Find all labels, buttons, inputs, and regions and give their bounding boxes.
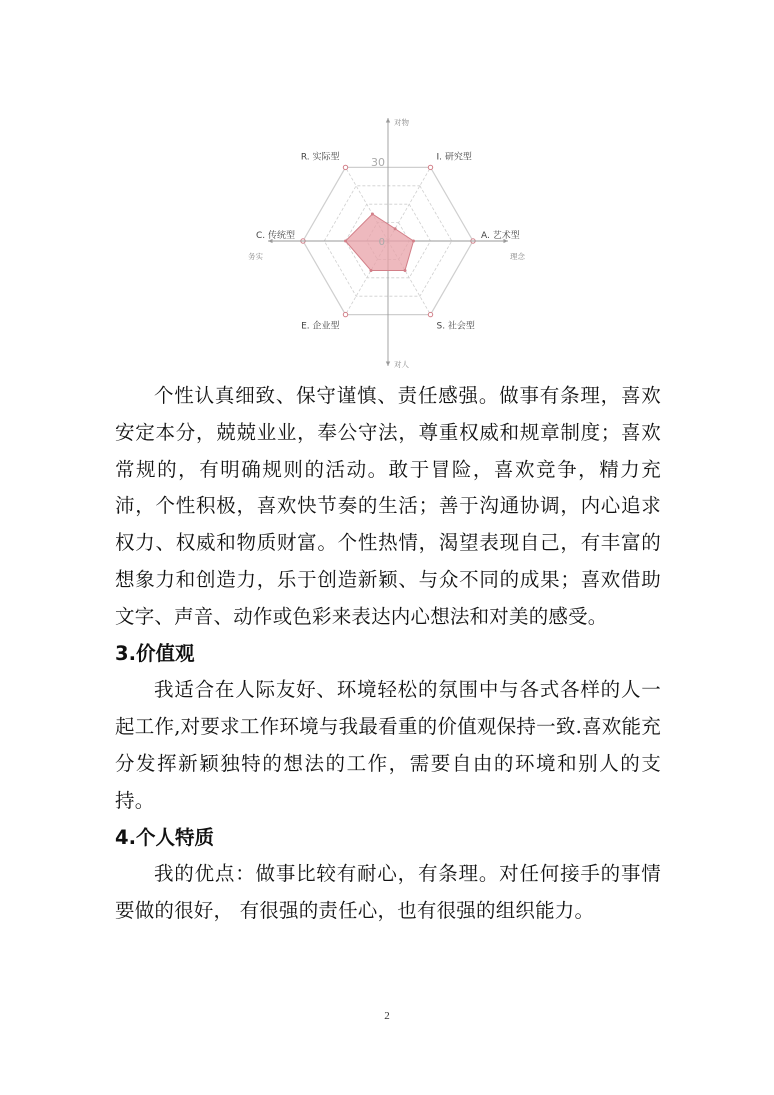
arrow-head-icon xyxy=(386,118,390,123)
values-paragraph: 我适合在人际友好、环境轻松的氛围中与各式各样的人一起工作,对要求工作环境与我最看重的价值观保持一致.喜欢能充分发挥新颖独特的想法的工作，需要自由的环境和别人的支持。 xyxy=(115,678,661,812)
personality-paragraph: 个性认真细致、保守谨慎、责任感强。做事有条理，喜欢安定本分，兢兢业业，奉公守法，尊重权威和规章制度；喜欢常规的，有明确规则的活动。敢于冒险，喜欢竞争，精力充沛，个性积极，喜欢快节奏的生活；善于沟通协调，内心追求权力、权威和物质财富。个性热情，渴望表现自己，有丰富的想象力和创造力，乐于创造新颖、与众不同的成果；喜欢借助文字、声音、动作或色彩来表达内心想法和对美的感受。 xyxy=(115,384,661,628)
data-point xyxy=(370,269,373,272)
vertex-marker xyxy=(343,312,347,316)
section-heading-values: 3.价值观 xyxy=(115,641,195,665)
arrow-head-icon xyxy=(386,361,390,366)
tick-label-max: 30 xyxy=(371,156,385,169)
radar-chart xyxy=(228,108,548,373)
document-body xyxy=(115,378,661,930)
page-number: 2 xyxy=(384,1010,390,1022)
axis-label: C. 传统型 xyxy=(255,231,295,241)
section-heading-traits: 4.个人特质 xyxy=(115,825,214,849)
direction-label-left: 务实 xyxy=(248,252,263,261)
direction-label-right: 理念 xyxy=(510,252,525,261)
direction-label-top: 对物 xyxy=(394,118,409,127)
axis-label: R. 实际型 xyxy=(300,152,340,163)
vertex-marker xyxy=(343,165,347,169)
data-point xyxy=(344,240,347,243)
direction-label-bottom: 对人 xyxy=(394,360,409,369)
tick-label-min: 0 xyxy=(378,237,385,248)
axis-label: A. 艺术型 xyxy=(481,231,520,241)
data-point xyxy=(404,269,407,272)
data-point xyxy=(371,213,374,216)
vertex-marker xyxy=(428,312,432,316)
vertex-marker xyxy=(428,165,432,169)
traits-paragraph: 我的优点：做事比较有耐心，有条理。对任何接手的事情要做的很好， 有很强的责任心，也有很强的组织能力。 xyxy=(115,862,661,923)
axis-label: I. 研究型 xyxy=(436,152,472,163)
axis-label: S. 社会型 xyxy=(436,321,475,332)
data-point xyxy=(412,240,415,243)
data-point xyxy=(394,227,397,230)
axis-label: E. 企业型 xyxy=(301,321,340,332)
